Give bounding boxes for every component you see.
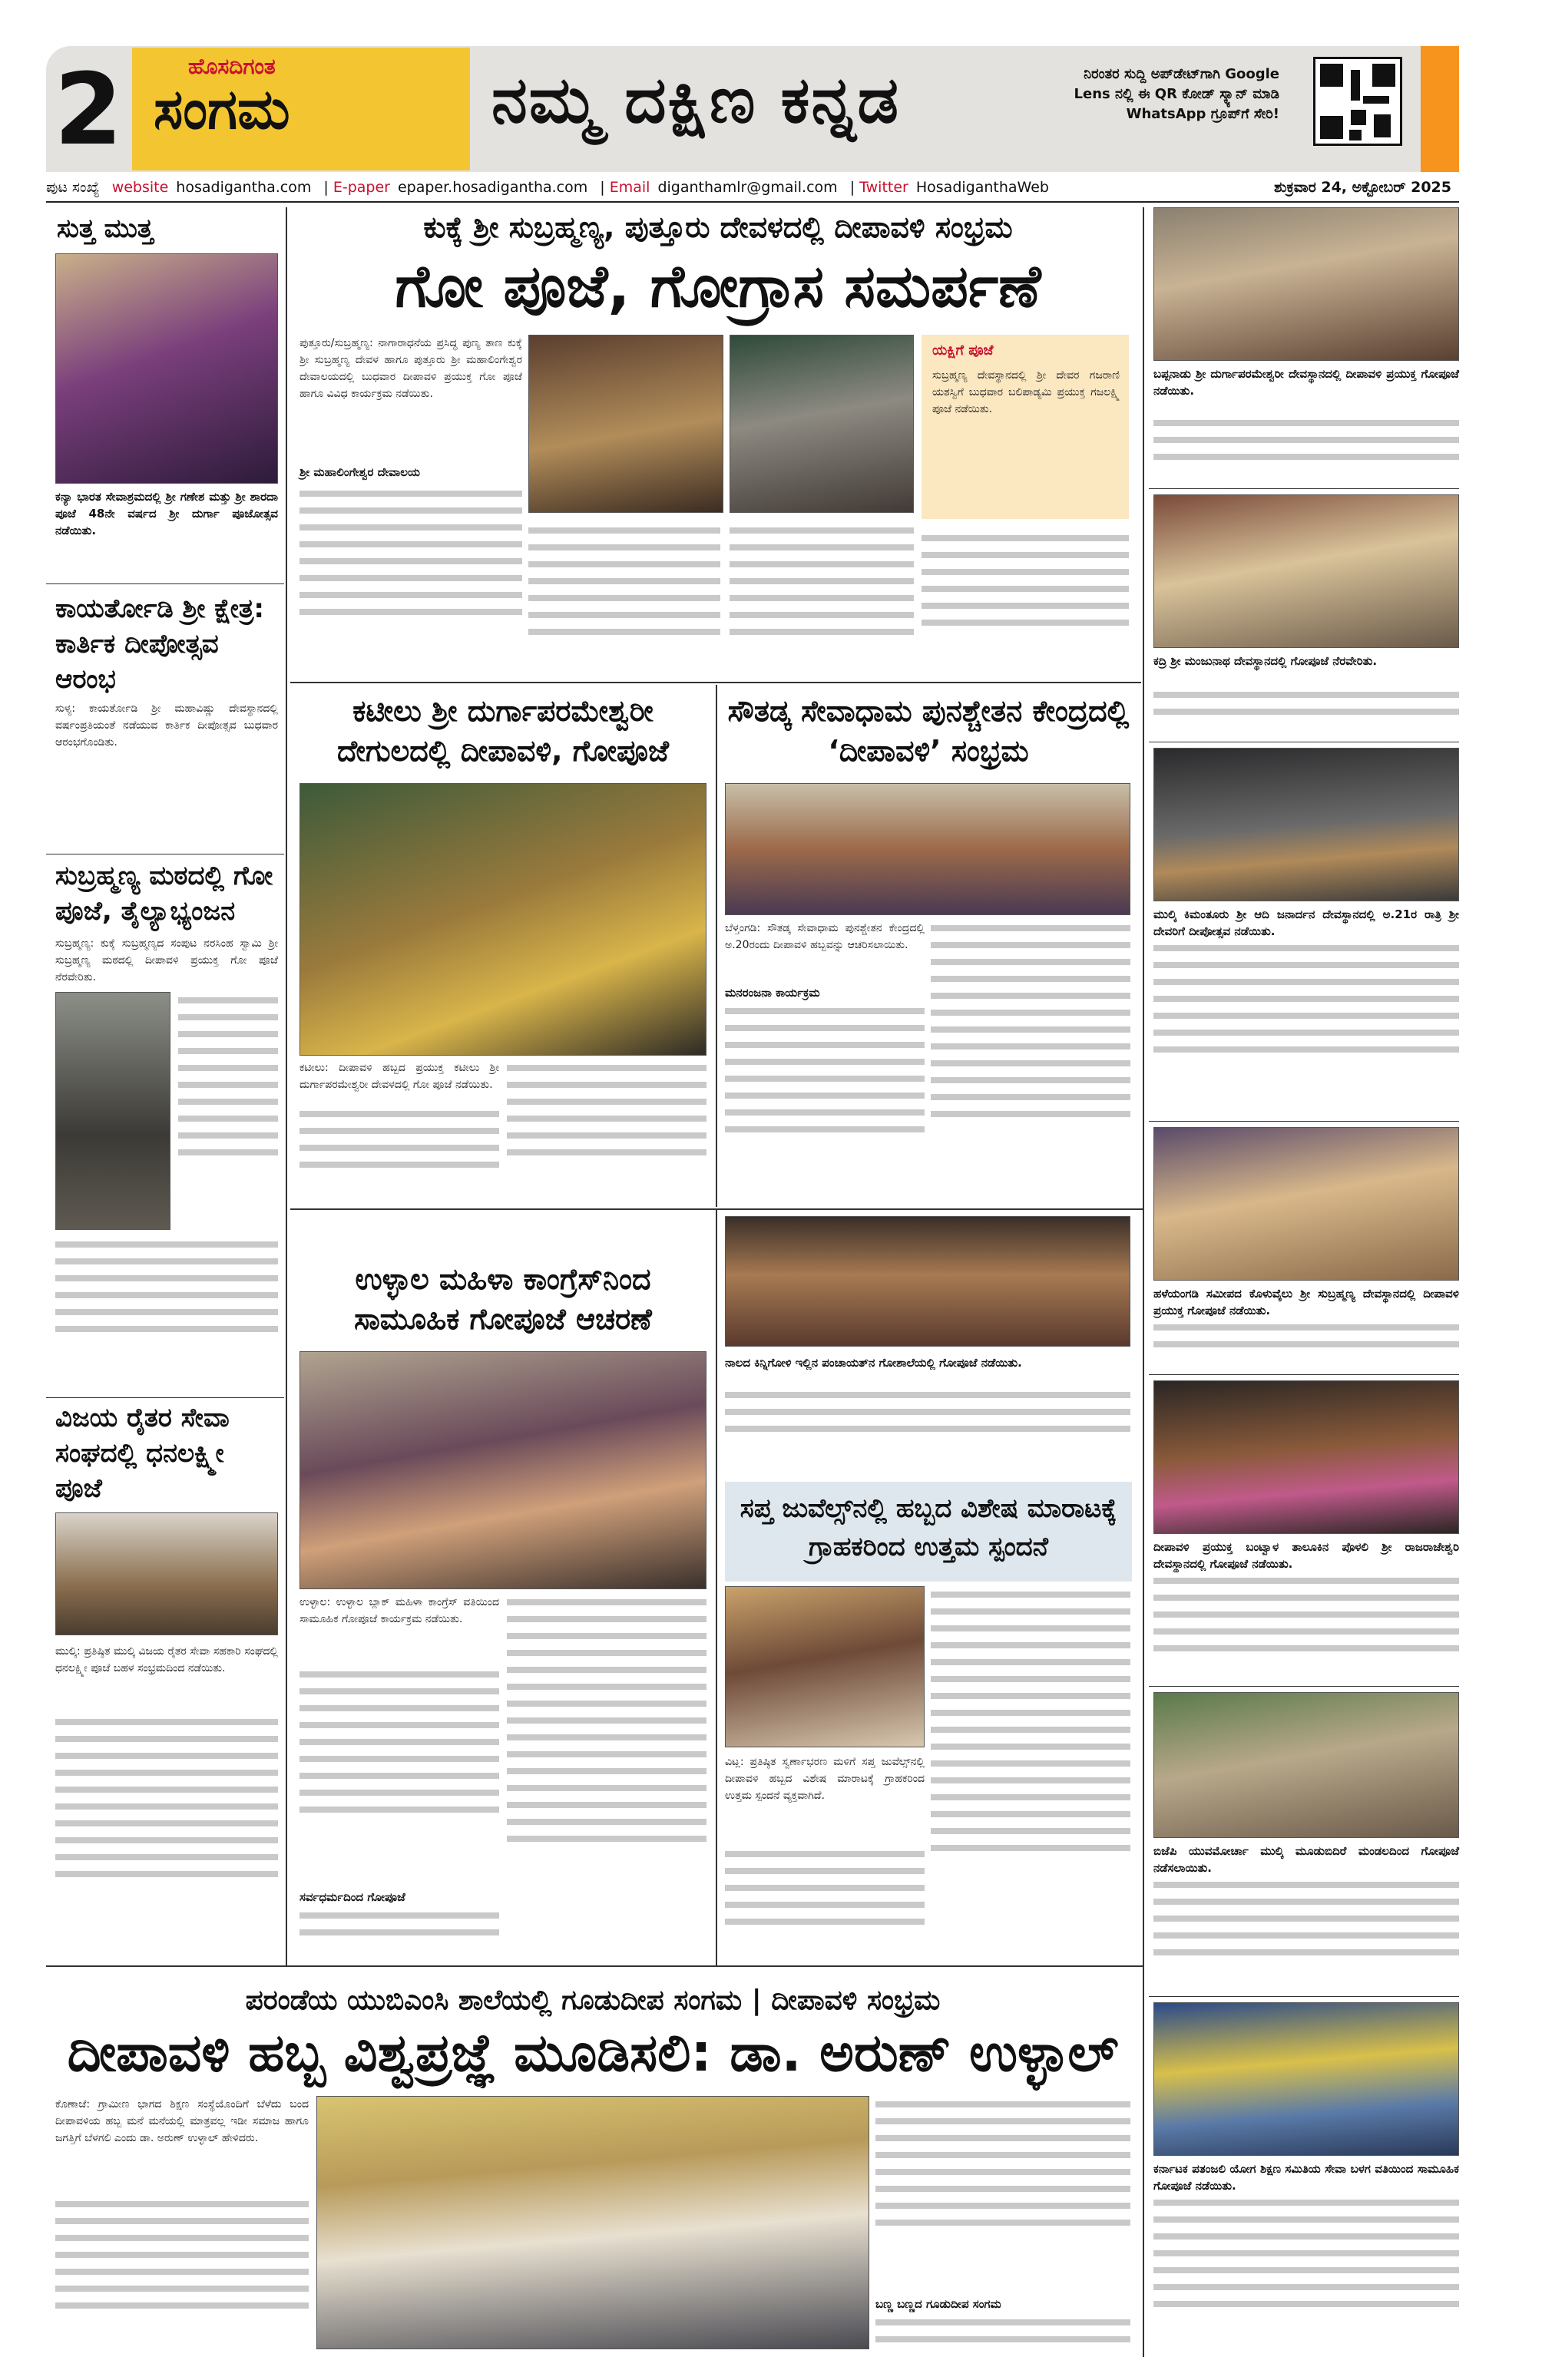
caption: ಹಳೆಯಂಗಡಿ ಸಮೀಪದ ಕೊಳುವೈಲು ಶ್ರೀ ಸುಬ್ರಹ್ಮಣ್ಯ ದೇವಸ್ಥಾನದಲ್ಲಿ ದೀಪಾವಳಿ ಪ್ರಯುಕ್ತ ಗೋಪೂಜೆ ನಡೆಯಿತು. [1153, 1287, 1459, 1317]
section-rule [717, 1208, 1143, 1210]
rule [1149, 1996, 1459, 1997]
caption: ದೀಪಾವಳಿ ಪ್ರಯುಕ್ತ ಬಂಟ್ವಾಳ ತಾಲೂಕಿನ ಪೊಳಲಿ ಶ್ರೀ ರಾಜರಾಜೇಶ್ವರಿ ದೇವಸ್ಥಾನದಲ್ಲಿ ಗೋಪೂಜೆ ನಡೆಯಿತು. [1153, 1540, 1459, 1571]
article-text-lines [55, 1236, 278, 1390]
column-rule [716, 1210, 717, 1965]
article-text-lines [299, 1666, 499, 1889]
article-text-lines [922, 530, 1129, 676]
subhead: ಮನರಂಜನಾ ಕಾರ್ಯಕ್ರಮ [725, 986, 820, 1000]
accent-strip [1421, 46, 1459, 172]
subhead: ಸರ್ವಧರ್ಮದಿಂದ ಗೋಪೂಜೆ [299, 1890, 405, 1904]
photo-cow-feeding [528, 335, 723, 513]
article-text-lines [875, 2096, 1130, 2296]
article-text: ವಿಟ್ಲ: ಪ್ರತಿಷ್ಠಿತ ಸ್ವರ್ಣಾಭರಣ ಮಳಿಗೆ ಸಪ್ತ ಜುವೆಲ್ಸ್‌ನಲ್ಲಿ ದೀಪಾವಳಿ ಹಬ್ಬದ ವಿಶೇಷ ಮಾರಾಟಕ್ಕೆ ಗ್ರಾಹಕರಿಂದ ಉತ್ತಮ ಸ್ಪಂದನೆ ವ್ಯಕ್ತವಾಗಿದೆ. [725, 1756, 925, 1802]
caption-lines [1153, 940, 1459, 1116]
caption-lines [1153, 2194, 1459, 2355]
photo-yuvamorcha [1153, 1692, 1459, 1838]
headline: ಸುಬ್ರಹ್ಮಣ್ಯ ಮಠದಲ್ಲಿ ಗೋ ಪೂಜೆ, ತೈಲ್ಯಾಭ್ಯಂಜನ [55, 861, 273, 927]
article-text: ಉಳ್ಳಾಲ: ಉಳ್ಳಾಲ ಬ್ಲಾಕ್ ಮಹಿಳಾ ಕಾಂಗ್ರೆಸ್ ವತಿಯಿಂದ ಸಾಮೂಹಿಕ ಗೋಪೂಜೆ ಕಾರ್ಯಕ್ರಮ ನಡೆಯಿತು. [299, 1596, 499, 1625]
article-text-lines [55, 1714, 278, 1959]
lead-lede: ಪುತ್ತೂರು/ಸುಬ್ರಹ್ಮಣ್ಯ: ನಾಗಾರಾಧನೆಯ ಪ್ರಸಿದ್ಧ ಪುಣ್ಯ ತಾಣ ಕುಕ್ಕೆ ಶ್ರೀ ಸುಬ್ರಹ್ಮಣ್ಯ ದೇವಳ ಹಾಗೂ ಪುತ್ತೂರು ಶ್ರೀ ಮಹಾಲಿಂಗೇಶ್ವರ ದೇವಾಲಯದಲ್ಲಿ ಬುಧವಾರ ದೀಪಾವಳಿ ಪ್ರಯುಕ್ತ ಗೋ ಪೂಜೆ ಹಾಗೂ ವಿವಿಧ ಕಾರ್ಯಕ್ರಮ ನಡೆಯಿತು. [299, 337, 522, 400]
headline: ಕಟೀಲು ಶ್ರೀ ದುರ್ಗಾಪರಮೇಶ್ವರೀ ದೇಗುಲದಲ್ಲಿ ದೀಪಾವಳಿ, ಗೋಪೂಜೆ [336, 694, 670, 768]
article-text: ಕಟೀಲು: ದೀಪಾವಳಿ ಹಬ್ಬದ ಪ್ರಯುಕ್ತ ಕಟೀಲು ಶ್ರೀ ದುರ್ಗಾಪರಮೇಶ್ವರೀ ದೇವಳದಲ್ಲಿ ಗೋ ಪೂಜೆ ನಡೆಯಿತು. [299, 1062, 499, 1091]
article-text-lines [725, 1003, 925, 1202]
article-text-lines [931, 1586, 1130, 1961]
photo-kadri [1153, 494, 1459, 648]
qr-code-icon[interactable] [1313, 57, 1402, 146]
article-text: ಕೊಣಾಜೆ: ಗ್ರಾಮೀಣ ಭಾಗದ ಶಿಕ್ಷಣ ಸಂಸ್ಥೆಯೊಂದಿಗೆ ಬೆಳೆದು ಬಂದ ದೀಪಾವಳಿಯ ಹಬ್ಬ ಮನೆ ಮನೆಯಲ್ಲಿ ಮಾತ್ರವಲ್ಲ ಇಡೀ ಸಮಾಜ ಹಾಗೂ ಜಗತ್ತಿಗೆ ಬೆಳಗಲಿ ಎಂದು ಡಾ. ಅರುಣ್ ಉಳ್ಳಾಲ್ ಹೇಳಿದರು. [55, 2098, 309, 2144]
section-title: ನಮ್ಮ ದಕ್ಷಿಣ ಕನ್ನಡ [491, 61, 901, 137]
rule [1149, 488, 1459, 489]
epaper-link[interactable]: epaper.hosadigantha.com [397, 179, 588, 196]
article-text-lines [528, 522, 720, 676]
rule [1149, 1686, 1459, 1687]
article-text-lines [178, 992, 278, 1230]
article-text-lines [875, 2314, 1130, 2360]
photo-goshala [725, 1216, 1130, 1347]
photo-patanjali-yoga [1153, 2002, 1459, 2156]
article-text: ಸುಬ್ರಹ್ಮಣ್ಯ: ಕುಕ್ಕೆ ಸುಬ್ರಹ್ಮಣ್ಯದ ಸಂಪುಟ ನರಸಿಂಹ ಸ್ವಾಮಿ ಶ್ರೀ ಸುಬ್ರಹ್ಮಣ್ಯ ಮಠದಲ್ಲಿ ದೀಪಾವಳಿ ಪ್ರಯುಕ್ತ ಗೋ ಪೂಜೆ ನೆರವೇರಿತು. [55, 937, 278, 983]
website-link[interactable]: hosadigantha.com [176, 179, 312, 196]
photo-koluvailu [1153, 1127, 1459, 1281]
article-text: ಮುಲ್ಕಿ: ಪ್ರತಿಷ್ಠಿತ ಮುಲ್ಕಿ ವಿಜಯ ರೈತರ ಸೇವಾ ಸಹಕಾರಿ ಸಂಘದಲ್ಲಿ ಧನಲಕ್ಷ್ಮೀ ಪೂಜೆ ಬಹಳ ಸಂಭ್ರಮದಿಂದ ನಡೆಯಿತು. [55, 1645, 278, 1674]
photo-polali [1153, 1380, 1459, 1534]
caption-lines [1153, 415, 1459, 484]
bottom-headline: ದೀಪಾವಳಿ ಹಬ್ಬ ವಿಶ್ವಪ್ರಜ್ಞೆ ಮೂಡಿಸಲಿ: ಡಾ. ಅರುಣ್ ಉಳ್ಳಾಲ್ [67, 2023, 1119, 2084]
headline: ವಿಜಯ ರೈತರ ಸೇವಾ ಸಂಘದಲ್ಲಿ ಧನಲಕ್ಷ್ಮೀ ಪೂಜೆ [55, 1403, 230, 1504]
caption-lines [1153, 1572, 1459, 1687]
headline: ಸಪ್ತ ಜುವೆಲ್ಸ್‌ನಲ್ಲಿ ಹಬ್ಬದ ವಿಶೇಷ ಮಾರಾಟಕ್ಕೆ ಗ್ರಾಹಕರಿಂದ ಉತ್ತಮ ಸ್ಪಂದನೆ [740, 1493, 1117, 1562]
page-number: 2 [54, 53, 123, 167]
caption: ಬಪ್ಪನಾಡು ಶ್ರೀ ದುರ್ಗಾಪರಮೇಶ್ವರೀ ದೇವಸ್ಥಾನದಲ್ಲಿ ದೀಪಾವಳಿ ಪ್ರಯುಕ್ತ ಗೋಪೂಜೆ ನಡೆಯಿತು. [1153, 367, 1459, 398]
article-text-lines [507, 1059, 706, 1205]
caption: ಕರ್ನಾಟಕ ಪತಂಜಲಿ ಯೋಗ ಶಿಕ್ಷಣ ಸಮಿತಿಯ ಸೇವಾ ಬಳಗ ವತಿಯಿಂದ ಸಾಮೂಹಿಕ ಗೋಪೂಜೆ ನಡೆಯಿತು. [1153, 2162, 1459, 2193]
section-rule [46, 1965, 1143, 1967]
lead-headline: ಗೋ ಪೂಜೆ, ಗೋಗ್ರಾಸ ಸಮರ್ಪಣೆ [395, 252, 1041, 320]
caption-lines [1153, 686, 1459, 737]
article-text-lines [299, 1106, 499, 1205]
subhead: ಬಣ್ಣ ಬಣ್ಣದ ಗೂಡುದೀಪ ಸಂಗಮ [875, 2297, 1001, 2311]
article-text-lines [730, 522, 914, 676]
article-text: ಸುಳ್ಯ: ಕಾಯರ್ತೋಡಿ ಶ್ರೀ ಮಹಾವಿಷ್ಣು ದೇವಸ್ಥಾನದಲ್ಲಿ ವರ್ಷಂಪ್ರತಿಯಂತೆ ನಡೆಯುವ ಕಾರ್ತಿಕ ದೀಪೋತ್ಸವ ಬುಧವಾರ ಆರಂಭಗೊಂಡಿತು. [55, 702, 278, 749]
article-text-lines [55, 2196, 309, 2357]
article-text-lines [299, 1907, 499, 1958]
caption: ಕನ್ಯಾ ಭಾರತ ಸೇವಾಶ್ರಮದಲ್ಲಿ ಶ್ರೀ ಗಣೇಶ ಮತ್ತು ಶ್ರೀ ಶಾರದಾ ಪೂಜೆ 48ನೇ ವರ್ಷದ ಶ್ರೀ ದುರ್ಗಾ ಪೂಜೋತ್ಸವ ನಡೆಯಿತು. [55, 490, 278, 537]
photo-durga-idol [55, 253, 278, 484]
article-text-lines [725, 1846, 925, 1961]
photo-cow-puja [55, 992, 170, 1230]
rule [1149, 1121, 1459, 1122]
epaper-label: E-paper [333, 179, 390, 196]
info-bar: ಪುಟ ಸಂಖ್ಯೆ website hosadigantha.com | E-paper epaper.hosadigantha.com | Email diganthamlr@gmail.com | Twitter HosadiganthaWeb ಶುಕ್ರವಾರ 24, ಅಕ್ಟೋಬರ್ 2025 [46, 172, 1459, 203]
issue-date: ಶುಕ್ರವಾರ 24, ಅಕ್ಟೋಬರ್ 2025 [1273, 179, 1451, 196]
rule [46, 583, 284, 584]
column-rule [286, 207, 287, 1965]
photo-ullal-gopuja [299, 1351, 706, 1589]
article-text-lines [725, 1387, 1130, 1448]
lead-kicker: ಕುಕ್ಕೆ ಶ್ರೀ ಸುಬ್ರಹ್ಮಣ್ಯ, ಪುತ್ತೂರು ದೇವಳದಲ್ಲಿ ದೀಪಾವಳಿ ಸಂಭ್ರಮ [423, 210, 1013, 244]
email-link[interactable]: diganthamlr@gmail.com [657, 179, 838, 196]
article-text: ಬೆಳ್ತಂಗಡಿ: ಸೌತಡ್ಕ ಸೇವಾಧಾಮ ಪುನಶ್ಚೇತನ ಕೇಂದ್ರದಲ್ಲಿ ಅ.20ರಂದು ದೀಪಾವಳಿ ಹಬ್ಬವನ್ನು ಆಚರಿಸಲಾಯಿತು. [725, 922, 925, 951]
lead-subhead: ಶ್ರೀ ಮಹಾಲಿಂಗೇಶ್ವರ ದೇವಾಲಯ [299, 465, 420, 479]
rule [46, 1397, 284, 1398]
article-text-lines [299, 485, 522, 669]
twitter-link[interactable]: HosadiganthaWeb [915, 179, 1049, 196]
photo-sevadhama [725, 783, 1130, 915]
column-rule [1143, 207, 1144, 2357]
photo-kateel-gopuja [299, 783, 706, 1056]
caption-lines [1153, 1319, 1459, 1370]
suttamutta-label: ಸುತ್ತ ಮುತ್ತ [57, 213, 154, 244]
caption: ನಾಲದ ಕಿನ್ನಿಗೋಳಿ ಇಲ್ಲಿನ ಪಂಚಾಯತ್‌ನ ಗೋಶಾಲೆಯಲ್ಲಿ ಗೋಪೂಜೆ ನಡೆಯಿತು. [725, 1356, 1022, 1370]
page-count-label: ಪುಟ ಸಂಖ್ಯೆ [46, 179, 100, 196]
qr-instructions: ನಿರಂತರ ಸುದ್ದಿ ಅಪ್‌ಡೇಟ್‌ಗಾಗಿ Google Lens ನಲ್ಲಿ ಈ QR ಕೋಡ್ ಸ್ಕ್ಯಾನ್ ಮಾಡಿ WhatsApp ಗ್ರೂಪ್‌ಗೆ ಸೇರಿ! [1074, 66, 1279, 122]
website-label: website [111, 179, 169, 196]
headline: ಉಳ್ಳಾಲ ಮಹಿಳಾ ಕಾಂಗ್ರೆಸ್‌ನಿಂದ ಸಾಮೂಹಿಕ ಗೋಪೂಜೆ ಆಚರಣೆ [354, 1262, 652, 1336]
photo-goodudeepa-sangama [316, 2096, 869, 2349]
caption: ಬಿಜೆಪಿ ಯುವಮೋರ್ಚಾ ಮುಲ್ಕಿ ಮೂಡುಬಿದಿರೆ ಮಂಡಲದಿಂದ ಗೋಪೂಜೆ ನಡೆಸಲಾಯಿತು. [1153, 1844, 1459, 1875]
column-rule [716, 685, 717, 1207]
twitter-label: Twitter [859, 179, 908, 196]
headline: ಕಾಯರ್ತೋಡಿ ಶ್ರೀ ಕ್ಷೇತ್ರ: ಕಾರ್ತಿಕ ದೀಪೋತ್ಸವ ಆರಂಭ [55, 593, 264, 695]
caption-lines [1153, 1876, 1459, 1992]
article-text-lines [931, 920, 1130, 1204]
brand-logo-top: ಹೊಸದಿಗಂತ [188, 54, 276, 79]
photo-kimantur [1153, 748, 1459, 901]
section-rule [290, 1208, 717, 1210]
brand-logo-main: ಸಂಗಮ [154, 77, 290, 141]
article-text-lines [507, 1594, 706, 1959]
bottom-kicker: ಪರಂಡೆಯ ಯುಬಿಎಂಸಿ ಶಾಲೆಯಲ್ಲಿ ಗೂಡುದೀಪ ಸಂಗಮ | ದೀಪಾವಳಿ ಸಂಭ್ರಮ [245, 1985, 941, 2016]
caption: ಕದ್ರಿ ಶ್ರೀ ಮಂಜುನಾಥ ದೇವಸ್ಥಾನದಲ್ಲಿ ಗೋಪೂಜೆ ನೆರವೇರಿತು. [1153, 654, 1378, 668]
photo-jewellery-shop [725, 1586, 925, 1747]
sidebar-box-label: ಯಕ್ಷಿಗೆ ಪೂಜೆ [932, 342, 994, 359]
photo-vijaya-raitara [55, 1512, 278, 1635]
photo-elephant-puja [730, 335, 914, 513]
email-label: Email [609, 179, 650, 196]
rule [1149, 1374, 1459, 1375]
headline: ಸೌತಡ್ಕ ಸೇವಾಧಾಮ ಪುನಶ್ಚೇತನ ಕೇಂದ್ರದಲ್ಲಿ ‘ದೀಪಾವಳಿ’ ಸಂಭ್ರಮ [727, 694, 1130, 768]
caption: ಮುಲ್ಕಿ ಕಿಮಂತೂರು ಶ್ರೀ ಆದಿ ಜನಾರ್ದನ ದೇವಸ್ಥಾನದಲ್ಲಿ ಅ.21ರ ರಾತ್ರಿ ಶ್ರೀ ದೇವರಿಗೆ ದೀಪೋತ್ಸವ ನಡೆಯಿತು. [1153, 907, 1459, 938]
photo-bappanadu [1153, 207, 1459, 361]
sidebar-box-text: ಸುಬ್ರಹ್ಮಣ್ಯ ದೇವಸ್ಥಾನದಲ್ಲಿ ಶ್ರೀ ದೇವರ ಗಜರಾಣಿ ಯಶಸ್ವಿಗೆ ಬುಧವಾರ ಬಲಿಪಾಡ್ಯಮಿ ಪ್ರಯುಕ್ತ ಗಜಲಕ್ಷ್ಮಿ ಪೂಜೆ ನಡೆಯಿತು. [932, 369, 1120, 415]
section-rule [290, 682, 1141, 683]
